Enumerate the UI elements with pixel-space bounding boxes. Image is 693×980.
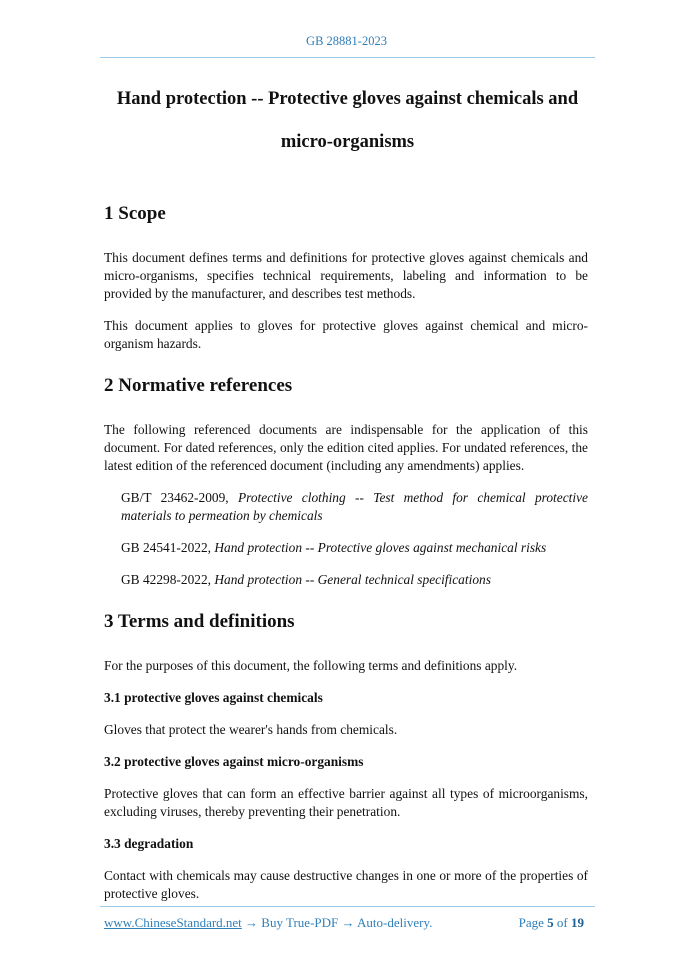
normative-references-paragraph: The following referenced documents are indispensable for the application of this document. For dated references, only the edition cited applies. For undated references, the latest edition of the referenced document (including any amendments) applies. bbox=[104, 422, 588, 473]
header-divider bbox=[100, 57, 595, 58]
title-line-1: Hand protection -- Protective gloves against chemicals and bbox=[116, 89, 579, 109]
document-body bbox=[104, 200, 588, 903]
section-heading-terms-and-definitions: 3 Terms and definitions bbox=[104, 611, 295, 632]
page-label: Page bbox=[518, 915, 544, 930]
term-definition: Gloves that protect the wearer's hands from chemicals. bbox=[104, 722, 398, 737]
page-number bbox=[519, 915, 584, 931]
reference-title: Hand protection -- General technical specifications bbox=[214, 572, 491, 587]
site-link[interactable]: www.ChineseStandard.net bbox=[104, 915, 242, 930]
term-definition: Contact with chemicals may cause destructive changes in one or more of the properties of protective gloves. bbox=[104, 868, 588, 901]
title-line-2: micro-organisms bbox=[280, 132, 415, 152]
section-heading-normative-references: 2 Normative references bbox=[104, 375, 293, 396]
page-total: 19 bbox=[571, 915, 584, 930]
terms-intro-paragraph: For the purposes of this document, the following terms and definitions apply. bbox=[104, 658, 518, 673]
term-definition: Protective gloves that can form an effective barrier against all types of microorganisms, excluding viruses, thereby preventing their penetration. bbox=[104, 786, 588, 819]
reference-item bbox=[121, 489, 588, 525]
auto-delivery-text: Auto-delivery. bbox=[357, 915, 433, 930]
scope-paragraph-2: This document applies to gloves for protective gloves against chemical and micro-organism hazards. bbox=[104, 318, 588, 351]
reference-item bbox=[121, 539, 588, 557]
buy-pdf-link[interactable]: Buy True-PDF bbox=[261, 915, 339, 930]
footer-links bbox=[104, 915, 432, 931]
arrow-right-icon: → bbox=[341, 915, 355, 930]
document-code-header: GB 28881-2023 bbox=[306, 34, 387, 48]
reference-item bbox=[121, 571, 588, 589]
reference-title: Protective clothing -- Test method for chemical protective materials to permeation by chemicals bbox=[121, 490, 588, 523]
reference-title: Hand protection -- Protective gloves against mechanical risks bbox=[214, 540, 547, 555]
page-of-label: of bbox=[556, 915, 568, 930]
term-heading: 3.2 protective gloves against micro-organisms bbox=[104, 754, 364, 769]
footer-divider bbox=[100, 906, 595, 907]
term-heading: 3.1 protective gloves against chemicals bbox=[104, 690, 323, 705]
page-current: 5 bbox=[547, 915, 554, 930]
section-heading-scope: 1 Scope bbox=[104, 203, 166, 224]
arrow-right-icon: → bbox=[245, 915, 259, 930]
reference-code: GB 24541-2022, bbox=[121, 540, 212, 555]
page-footer bbox=[104, 915, 588, 935]
reference-code: GB 42298-2022, bbox=[121, 572, 212, 587]
document-title bbox=[100, 78, 595, 164]
reference-code: GB/T 23462-2009, bbox=[121, 490, 229, 505]
scope-paragraph-1: This document defines terms and definitions for protective gloves against chemicals and micro-organisms, specifies technical requirements, labeling and information to be provided by the manufacturer, and describes test methods. bbox=[104, 250, 588, 301]
term-heading: 3.3 degradation bbox=[104, 836, 194, 851]
